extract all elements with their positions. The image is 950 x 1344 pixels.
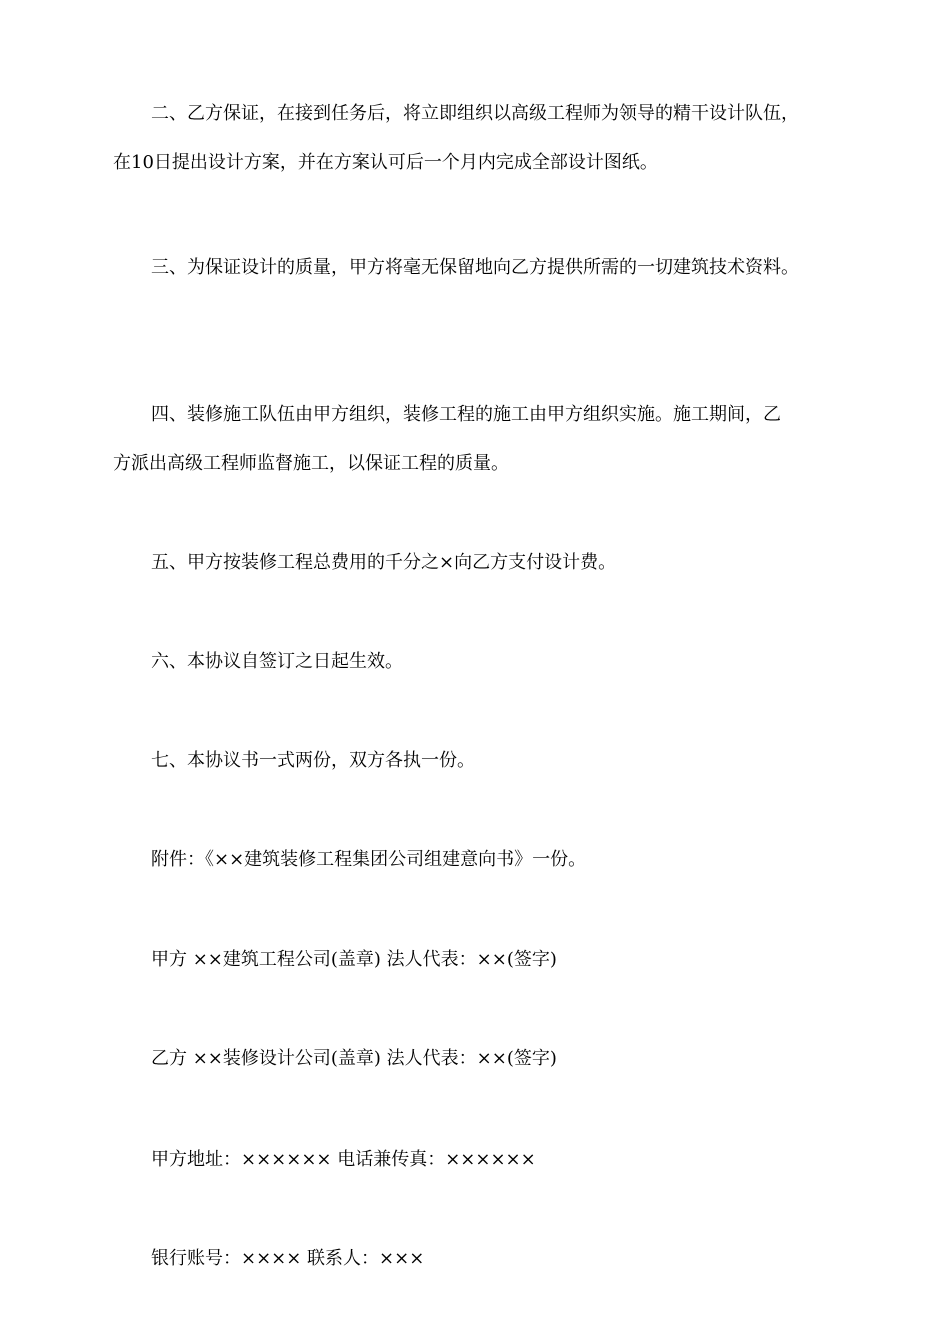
clause-5 [113,538,853,587]
party-b-signature-line [113,1034,853,1083]
clause-3-line-1: 三、为保证设计的质量，甲方将毫无保留地向乙方提供所需的一切建筑技术资料。 [151,257,799,278]
party-a-signature-line [113,935,853,984]
clause-4-line-1: 四、装修施工队伍由甲方组织，装修工程的施工由甲方组织实施。施工期间，乙 [151,404,781,425]
clause-2-line-1: 二、乙方保证，在接到任务后，将立即组织以高级工程师为领导的精干设计队伍， [151,103,799,124]
bank-contact-text: 银行账号：×××× 联系人：××× [151,1248,425,1269]
clause-2-line-2: 在10日提出设计方案，并在方案认可后一个月内完成全部设计图纸。 [113,152,658,173]
clause-2 [113,89,853,187]
party-b-signature-text: 乙方 ××装修设计公司(盖章) 法人代表：××(签字) [151,1048,557,1069]
bank-contact-line [113,1234,853,1283]
party-a-contact-text: 甲方地址：×××××× 电话兼传真：×××××× [151,1149,536,1170]
clause-6 [113,637,853,686]
clause-3 [113,243,853,292]
clause-4 [113,390,853,488]
clause-5-line-1: 五、甲方按装修工程总费用的千分之×向乙方支付设计费。 [151,552,617,573]
attachment-line [113,835,853,884]
clause-4-line-2: 方派出高级工程师监督施工，以保证工程的质量。 [113,453,509,474]
clause-7 [113,736,853,785]
clause-6-line-1: 六、本协议自签订之日起生效。 [151,651,403,672]
attachment-text: 附件：《××建筑装修工程集团公司组建意向书》一份。 [151,849,587,870]
party-a-signature-text: 甲方 ××建筑工程公司(盖章) 法人代表：××(签字) [151,949,557,970]
party-a-contact-line [113,1135,853,1184]
clause-7-line-1: 七、本协议书一式两份，双方各执一份。 [151,750,475,771]
